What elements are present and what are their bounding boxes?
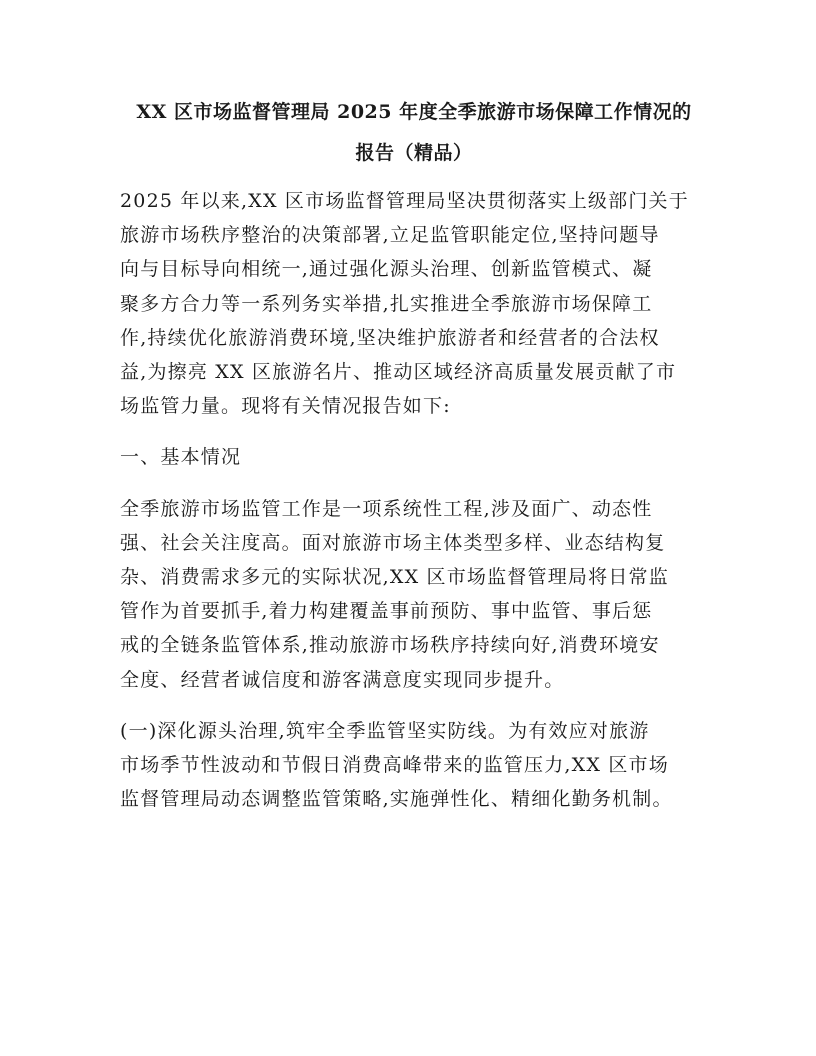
- section-heading-basic: [120, 440, 708, 474]
- subsection-1-paragraph: [120, 714, 708, 817]
- title-line-2: 报告（精品）: [355, 142, 473, 164]
- text-line: 管作为首要抓手,着力构建覆盖事前预防、事中监管、事后惩: [120, 600, 653, 623]
- text-line: 监督管理局动态调整监管策略,实施弹性化、精细化勤务机制。: [120, 788, 673, 811]
- text-line: 全季旅游市场监管工作是一项系统性工程,涉及面广、动态性: [120, 497, 653, 520]
- text-line: (一)深化源头治理,筑牢全季监管坚实防线。为有效应对旅游: [120, 719, 650, 742]
- text-line: 作,持续优化旅游消费环境,坚决维护旅游者和经营者的合法权: [120, 326, 660, 349]
- text-line: 旅游市场秩序整治的决策部署,立足监管职能定位,坚持问题导: [120, 224, 660, 247]
- text-line: 2025 年以来,XX 区市场监督管理局坚决贯彻落实上级部门关于: [120, 190, 689, 212]
- basic-situation-paragraph: [120, 492, 708, 697]
- text-line: 益,为擦亮 XX 区旅游名片、推动区域经济高质量发展贡献了市: [120, 361, 677, 384]
- text-line: 市场季节性波动和节假日消费高峰带来的监管压力,XX 区市场: [120, 754, 669, 777]
- text-line: 戒的全链条监管体系,推动旅游市场秩序持续向好,消费环境安: [120, 634, 660, 657]
- document-title: [120, 92, 708, 174]
- text-line: 杂、消费需求多元的实际状况,XX 区市场监督管理局将日常监: [120, 566, 669, 589]
- heading-text: 一、基本情况: [120, 446, 242, 469]
- intro-paragraph: [120, 184, 708, 423]
- text-line: 强、社会关注度高。面对旅游市场主体类型多样、业态结构复: [120, 531, 666, 554]
- text-line: 向与目标导向相统一,通过强化源头治理、创新监管模式、凝: [120, 258, 653, 281]
- text-line: 全度、经营者诚信度和游客满意度实现同步提升。: [120, 668, 565, 691]
- title-line-1: XX 区市场监督管理局 2025 年度全季旅游市场保障工作情况的: [136, 101, 692, 123]
- text-line: 聚多方合力等一系列务实举措,扎实推进全季旅游市场保障工: [120, 292, 653, 315]
- text-line: 场监管力量。现将有关情况报告如下:: [120, 395, 451, 418]
